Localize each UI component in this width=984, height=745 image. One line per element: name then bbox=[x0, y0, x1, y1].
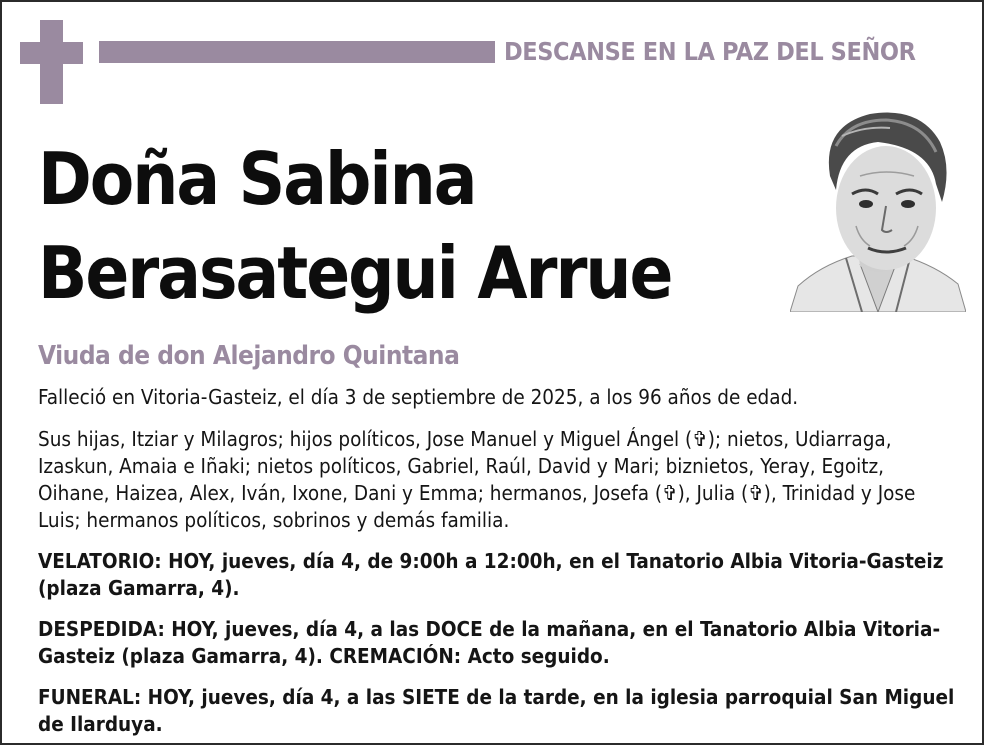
funeral-text: FUNERAL: HOY, jueves, día 4, a las SIETE de la tarde, en la iglesia parroquial San Miguel de Ilarduya. bbox=[38, 685, 955, 736]
despedida-text: DESPEDIDA: HOY, jueves, día 4, a las DOCE de la mañana, en el Tanatorio Albia Vitoria-Gasteiz (plaza Gamarra, 4). CREMACIÓN: Acto seguido. bbox=[38, 617, 941, 668]
cross-horizontal-bar bbox=[20, 42, 83, 64]
deceased-name-line-1: Doña Sabina bbox=[38, 137, 476, 221]
deceased-name bbox=[38, 132, 778, 320]
header-title: DESCANSE EN LA PAZ DEL SEÑOR bbox=[504, 37, 916, 66]
family-list-text: Sus hijas, Itziar y Milagros; hijos políticos, Jose Manuel y Miguel Ángel (✞); nietos, Udiarraga, Izaskun, Amaia e Iñaki; nietos políticos, Gabriel, Raúl, David y Mari; biznietos, Yeray, Egoitz, Oihane, Haizea, Alex, Iván, Ixone, Dani y Emma; hermanos, Josefa (✞), Julia (✞), Trinidad y Jose Luis; hermanos políticos, sobrinos y demás familia. bbox=[38, 427, 916, 532]
header-rule bbox=[99, 41, 495, 63]
deceased-name-line-2: Berasategui Arrue bbox=[38, 231, 672, 315]
velatorio-text: VELATORIO: HOY, jueves, día 4, de 9:00h a 12:00h, en el Tanatorio Albia Vitoria-Gasteiz (plaza Gamarra, 4). bbox=[38, 549, 944, 600]
portrait-photo bbox=[790, 106, 966, 312]
relationship-subtitle: Viuda de don Alejandro Quintana bbox=[38, 341, 460, 371]
death-notice-text: Falleció en Vitoria-Gasteiz, el día 3 de septiembre de 2025, a los 96 años de edad. bbox=[38, 385, 799, 409]
